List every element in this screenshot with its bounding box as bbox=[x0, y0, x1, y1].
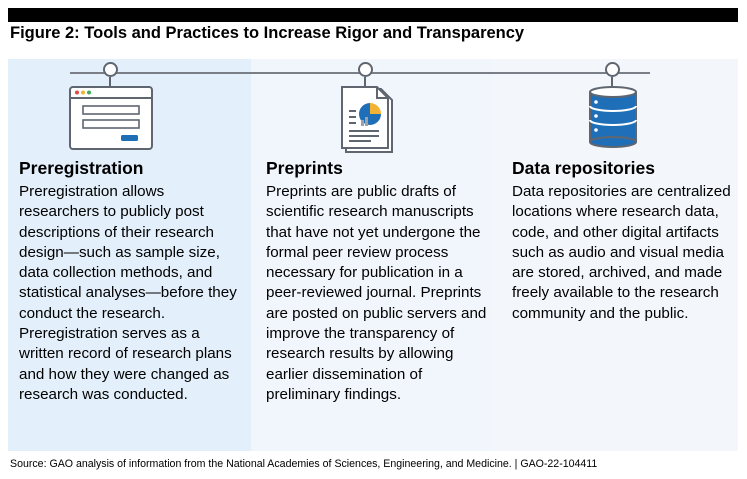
timeline-node-2 bbox=[358, 62, 373, 77]
heading-preregistration: Preregistration bbox=[19, 158, 144, 178]
webform-icon bbox=[69, 86, 153, 150]
timeline-stem-3 bbox=[611, 77, 613, 86]
document-chart-icon bbox=[337, 86, 395, 154]
header-bar bbox=[8, 8, 738, 22]
source-note: Source: GAO analysis of information from the National Academies of Sciences, Engineering, and Medicine. | GAO-22-104411 bbox=[10, 458, 598, 470]
figure-title: Figure 2: Tools and Practices to Increase Rigor and Transparency bbox=[10, 24, 525, 42]
heading-data-repositories: Data repositories bbox=[512, 158, 655, 178]
timeline-stem-1 bbox=[109, 77, 111, 86]
timeline-node-1 bbox=[103, 62, 118, 77]
timeline-stem-2 bbox=[364, 77, 366, 86]
timeline-node-3 bbox=[605, 62, 620, 77]
heading-preprints: Preprints bbox=[266, 158, 343, 178]
body-preprints: Preprints are public drafts of scientific research manuscripts that have not yet undergone the formal peer review process necessary for publication in a peer-reviewed journal. Preprints are posted on public servers and improve the transparency of research results by allowing earlier dissemination of preliminary findings. bbox=[266, 183, 487, 403]
body-data-repositories: Data repositories are centralized locations where research data, code, and other digital artifacts such as audio and visual media are stored, archived, and made freely available to the research community and the public. bbox=[512, 183, 731, 322]
database-icon bbox=[587, 86, 639, 148]
body-preregistration: Preregistration allows researchers to publicly post descriptions of their research design—such as sample size, data collection methods, and statistical analyses—before they conduct the research. Preregistration serves as a written record of research plans and how they were changed as research was conducted. bbox=[19, 183, 237, 403]
